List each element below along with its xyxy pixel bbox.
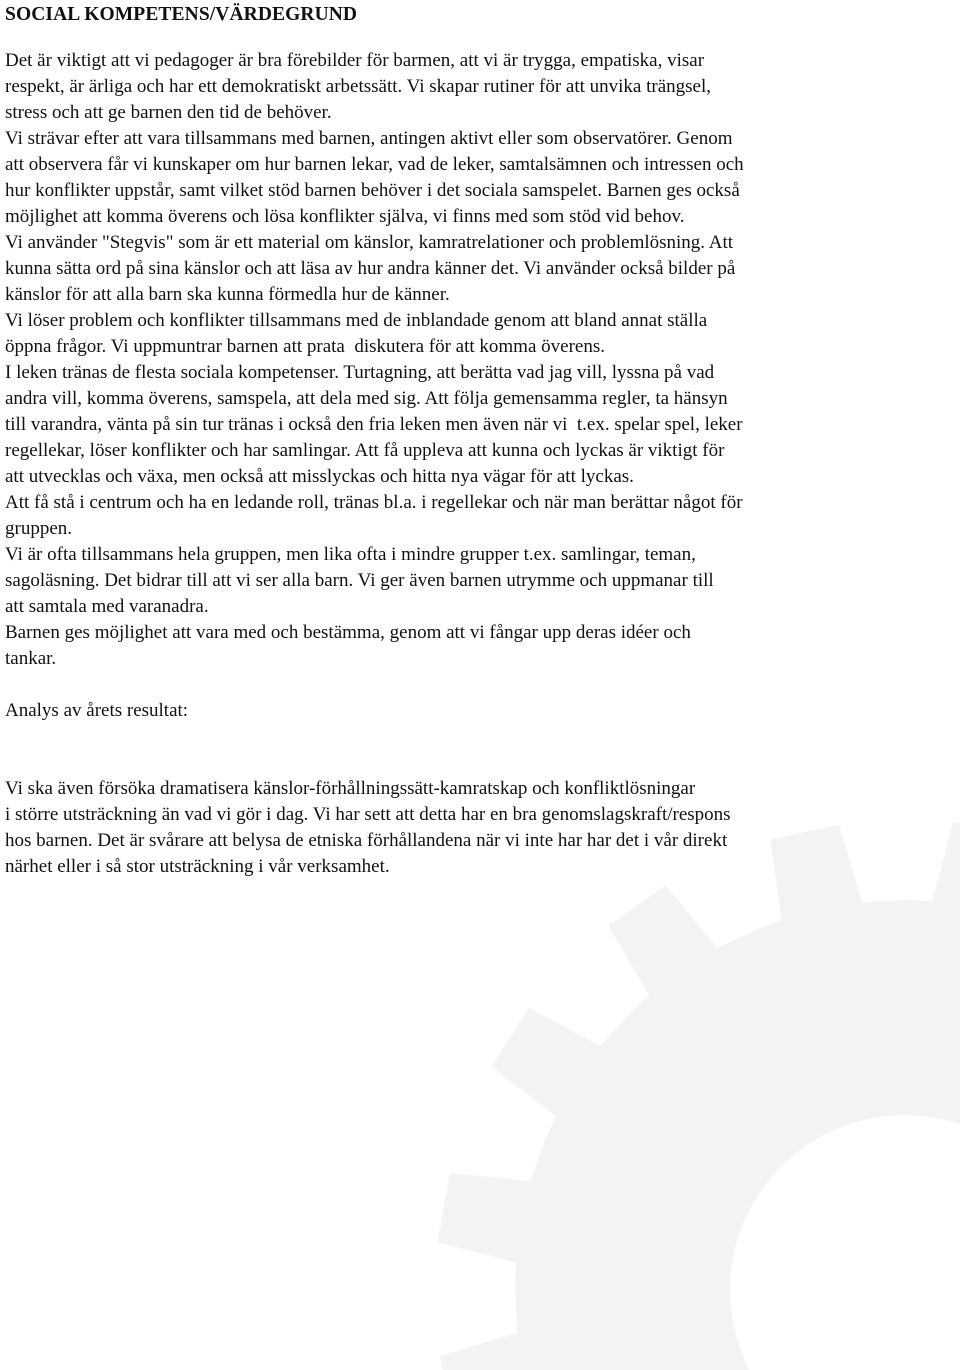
text-line: att samtala med varanadra. bbox=[5, 596, 209, 617]
text-line: Vi använder "Stegvis" som är ett material om känslor, kamratrelationer och problemlösning. Att bbox=[5, 232, 734, 253]
text-line: möjlighet att komma överens och lösa konflikter själva, vi finns med som stöd vid behov. bbox=[5, 206, 685, 227]
text-line: till varandra, vänta på sin tur tränas i också den fria leken men även när vi t.ex. spelar spel, leker bbox=[5, 414, 743, 435]
text-line: närhet eller i så stor utsträckning i vår verksamhet. bbox=[5, 856, 390, 877]
text-line: gruppen. bbox=[5, 518, 73, 539]
text-line: Barnen ges möjlighet att vara med och bestämma, genom att vi fångar upp deras idéer och bbox=[5, 622, 691, 643]
document-page bbox=[5, 0, 945, 880]
text-line: respekt, är ärliga och har ett demokratiskt arbetssätt. Vi skapar rutiner för att unvika trängsel, bbox=[5, 76, 712, 97]
text-line: I leken tränas de flesta sociala kompetenser. Turtagning, att berätta vad jag vill, lyssna på vad bbox=[5, 362, 715, 383]
text-line: i större utsträckning än vad vi gör i dag. Vi har sett att detta har en bra genomslagskraft/respons bbox=[5, 804, 731, 825]
text-line bbox=[5, 724, 945, 750]
text-line bbox=[5, 750, 945, 776]
text-line: öppna frågor. Vi uppmuntrar barnen att prata diskutera för att komma överens. bbox=[5, 336, 605, 357]
text-line: Att få stå i centrum och ha en ledande roll, tränas bl.a. i regellekar och när man berättar något för bbox=[5, 492, 743, 513]
text-line: känslor för att alla barn ska kunna förmedla hur de känner. bbox=[5, 284, 450, 305]
text-line: Vi är ofta tillsammans hela gruppen, men lika ofta i mindre grupper t.ex. samlingar, teman, bbox=[5, 544, 696, 565]
text-line: kunna sätta ord på sina känslor och att läsa av hur andra känner det. Vi använder också bilder på bbox=[5, 258, 736, 279]
text-line bbox=[5, 672, 945, 698]
text-line: Det är viktigt att vi pedagoger är bra förebilder för barmen, att vi är trygga, empatiska, visar bbox=[5, 50, 705, 71]
text-line: regellekar, löser konflikter och har samlingar. Att få uppleva att kunna och lyckas är viktigt för bbox=[5, 440, 725, 461]
text-line: stress och att ge barnen den tid de behöver. bbox=[5, 102, 332, 123]
text-line: att observera får vi kunskaper om hur barnen lekar, vad de leker, samtalsämnen och intressen och bbox=[5, 154, 744, 175]
text-line: att utvecklas och växa, men också att misslyckas och hitta nya vägar för att lyckas. bbox=[5, 466, 634, 487]
text-line: Vi löser problem och konflikter tillsammans med de inblandade genom att bland annat ställa bbox=[5, 310, 708, 331]
text-line: sagoläsning. Det bidrar till att vi ser alla barn. Vi ger även barnen utrymme och uppmanar till bbox=[5, 570, 714, 591]
text-line: andra vill, komma överens, samspela, att dela med sig. Att följa gemensamma regler, ta hänsyn bbox=[5, 388, 728, 409]
text-line: Vi strävar efter att vara tillsammans med barnen, antingen aktivt eller som observatörer. Genom bbox=[5, 128, 733, 149]
text-line: Vi ska även försöka dramatisera känslor-förhållningssätt-kamratskap och konfliktlösningar bbox=[5, 778, 696, 799]
text-line: hos barnen. Det är svårare att belysa de etniska förhållandena när vi inte har har det i vår direkt bbox=[5, 830, 728, 851]
text-line: tankar. bbox=[5, 648, 57, 669]
text-line: hur konflikter uppstår, samt vilket stöd barnen behöver i det sociala samspelet. Barnen ges också bbox=[5, 180, 740, 201]
body-text bbox=[5, 48, 945, 880]
text-line: Analys av årets resultat: bbox=[5, 700, 189, 721]
section-heading: SOCIAL KOMPETENS/VÄRDEGRUND bbox=[5, 4, 358, 25]
